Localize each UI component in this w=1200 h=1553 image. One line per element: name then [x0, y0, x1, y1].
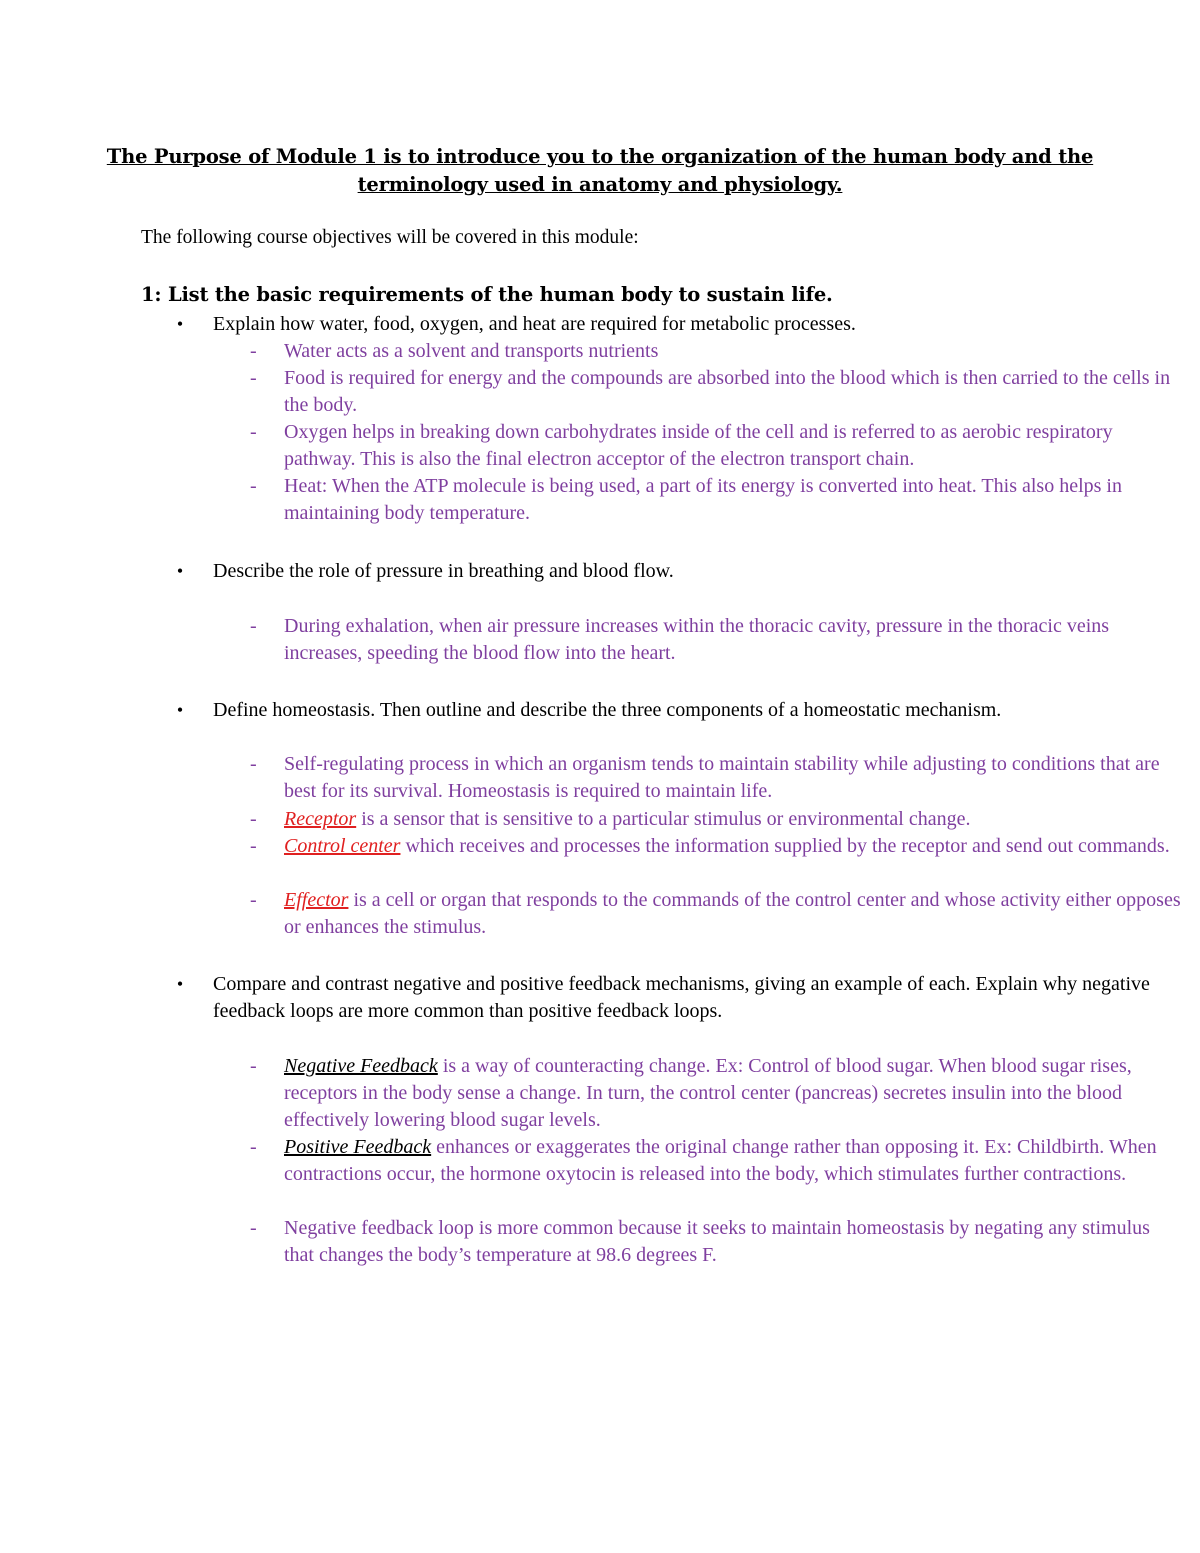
- answer-text: [284, 1053, 1184, 1134]
- bullet-text: Compare and contrast negative and positive feedback mechanisms, giving an example of each. Explain why negative feedback loops are more common than positive feedback loops.: [213, 973, 1150, 1022]
- page-title: [100, 143, 1100, 199]
- key-term: Effector: [284, 889, 349, 911]
- term-definition: is a way of counteracting change. Ex: Control of blood sugar. When blood sugar rises, receptors in the body sense a change. In turn, the control center (pancreas) secretes insulin into the blood effectively lowering blood sugar levels.: [284, 1055, 1132, 1131]
- key-term: Negative Feedback: [284, 1055, 438, 1077]
- dash-icon: -: [250, 889, 257, 911]
- answer-text: Water acts as a solvent and transports nutrients: [284, 340, 659, 362]
- term-definition: enhances or exaggerates the original change rather than opposing it. Ex: Childbirth. When contractions occur, the hormone oxytocin is released into the body, which stimulates further contractions.: [284, 1136, 1157, 1185]
- bullet-text: Explain how water, food, oxygen, and heat are required for metabolic processes.: [213, 313, 856, 335]
- answer-text: Food is required for energy and the compounds are absorbed into the blood which is then carried to the cells in the body.: [284, 367, 1171, 416]
- title-line-1: The Purpose of Module 1 is to introduce you to the organization of the human body and the: [106, 145, 1094, 168]
- bullet-icon: •: [176, 974, 184, 994]
- dash-icon: -: [250, 340, 257, 362]
- answer-text: During exhalation, when air pressure increases within the thoracic cavity, pressure in the thoracic veins increases, speeding the blood flow into the heart.: [284, 615, 1110, 664]
- answer-text: [284, 887, 1184, 941]
- answer-text: Self-regulating process in which an organism tends to maintain stability while adjusting to conditions that are best for its survival. Homeostasis is required to maintain life.: [284, 753, 1160, 802]
- bullet-text: Define homeostasis. Then outline and describe the three components of a homeostatic mechanism.: [213, 699, 1002, 721]
- term-definition: which receives and processes the information supplied by the receptor and send out commands.: [400, 835, 1170, 857]
- key-term: Control center: [284, 835, 401, 857]
- key-term: Positive Feedback: [284, 1136, 432, 1158]
- term-definition: is a sensor that is sensitive to a particular stimulus or environmental change.: [356, 808, 971, 830]
- answer-text: [284, 806, 1184, 833]
- answer-text: [284, 833, 1184, 860]
- answer-text: Oxygen helps in breaking down carbohydrates inside of the cell and is referred to as aerobic respiratory pathway. This is also the final electron acceptor of the electron transport chain.: [284, 421, 1113, 470]
- dash-icon: -: [250, 421, 257, 443]
- dash-icon: -: [250, 808, 257, 830]
- dash-icon: -: [250, 753, 257, 775]
- bullet-text: Describe the role of pressure in breathing and blood flow.: [213, 560, 674, 582]
- objective-heading: 1: List the basic requirements of the human body to sustain life.: [141, 283, 833, 306]
- dash-icon: -: [250, 615, 257, 637]
- answer-text: Negative feedback loop is more common because it seeks to maintain homeostasis by negating any stimulus that changes the body’s temperature at 98.6 degrees F.: [284, 1217, 1150, 1266]
- bullet-icon: •: [176, 700, 184, 720]
- title-line-2: terminology used in anatomy and physiology.: [357, 173, 843, 196]
- answer-text: [284, 1134, 1184, 1188]
- dash-icon: -: [250, 1217, 257, 1239]
- dash-icon: -: [250, 475, 257, 497]
- dash-icon: -: [250, 1055, 257, 1077]
- term-definition: is a cell or organ that responds to the commands of the control center and whose activity either opposes or enhances the stimulus.: [284, 889, 1181, 938]
- dash-icon: -: [250, 1136, 257, 1158]
- bullet-icon: •: [176, 314, 184, 334]
- dash-icon: -: [250, 367, 257, 389]
- key-term: Receptor: [284, 808, 357, 830]
- intro-text: The following course objectives will be covered in this module:: [141, 227, 639, 248]
- answer-text: Heat: When the ATP molecule is being used, a part of its energy is converted into heat. This also helps in maintaining body temperature.: [284, 475, 1122, 524]
- dash-icon: -: [250, 835, 257, 857]
- bullet-icon: •: [176, 561, 184, 581]
